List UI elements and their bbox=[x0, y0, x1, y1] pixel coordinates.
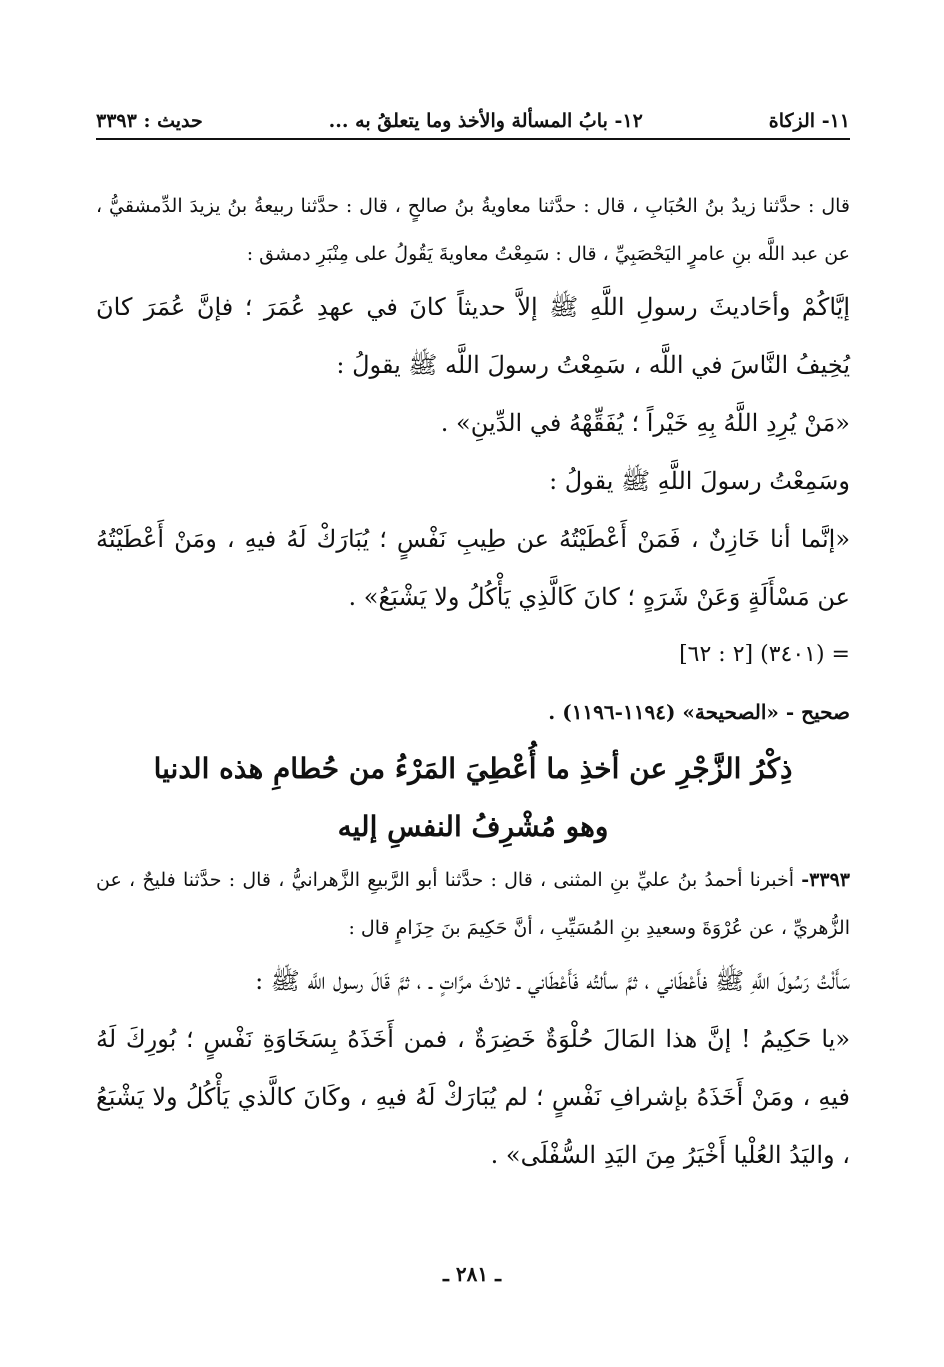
cross-reference: = (٣٤٠١) [٢ : ٦٢] bbox=[679, 642, 850, 667]
matn-paragraph: وسَمِعْتُ رسولَ اللَّهِ ﷺ يقولُ : bbox=[549, 467, 850, 495]
chapter-heading-line-1: ذِكْرُ الزَّجْرِ عن أخذِ ما أُعْطِيَ المَرْءُ من حُطامِ هذه الدنيا bbox=[153, 752, 793, 785]
matn-paragraph: سَأَلْتُ رَسُولَ اللَّهِ ﷺ فأَعْطَاني ، ثمَّ سألتُه فَأَعْطَاني ـ ثلاثَ مرَّاتٍ ـ ، ثمَّ قَالَ رسول اللَّه ﷺ : bbox=[255, 967, 850, 995]
page-body bbox=[96, 182, 850, 1184]
chapter-title: ١٢- بابُ المسألة والأخذ وما يتعلقُ به ... bbox=[328, 110, 643, 132]
prophetic-quote: «إنَّما أنا خَازِنٌ ، فَمَنْ أَعْطَيْتُهُ عن طِيبِ نَفْسٍ ؛ يُبَارَكْ لَهُ فيهِ ، ومَنْ أَعْطَيْتُهُ عن مَسْأَلَةٍ وَعَنْ شَرَهٍ ؛ كانَ كَالَّذِي يَأْكُلُ ولا يَشْبَعُ» . bbox=[96, 525, 851, 611]
page-number: ـ ٢٨١ ـ bbox=[443, 1262, 501, 1286]
hadith-reference: حديث : ٣٣٩٣ bbox=[96, 110, 203, 132]
matn-paragraph: إيَّاكُمْ وأحَاديثَ رسولِ اللَّهِ ﷺ إلاَّ حديثاً كانَ في عهدِ عُمَرَ ؛ فإنَّ عُمَرَ كانَ يُخِيفُ النَّاسَ في اللَّه ، سَمِعْتُ رسولَ اللَّه ﷺ يقولُ : bbox=[96, 293, 850, 379]
hadith-grade: صحيح - «الصحيحة» (١١٩٤-١١٩٦) . bbox=[548, 700, 850, 724]
running-header bbox=[96, 92, 850, 140]
hadith-number: ٣٣٩٣- bbox=[801, 869, 850, 891]
chapter-heading-line-2: وهو مُشْرِفُ النفسِ إليه bbox=[337, 810, 609, 843]
isnad-paragraph: قال : حدَّثنا زيدُ بنُ الحُبَابِ ، قال : حدَّثنا معاويةُ بنُ صالحٍ ، قال : حدَّثنا ربيعةُ بنُ يزيدَ الدِّمشقيُّ ، عن عبد اللَّه بنِ عامرٍ اليَحْصَبِيِّ ، قال : سَمِعْتُ معاويةَ يَقُولُ على مِنْبَرِ دمشق : bbox=[96, 195, 850, 265]
prophetic-quote: «يا حَكِيمُ ! إنَّ هذا المَالَ حُلْوَةٌ خَضِرَةٌ ، فمن أَخَذَهُ بِسَخَاوَةِ نَفْسٍ ؛ بُورِكَ لَهُ فيهِ ، ومَنْ أَخَذَهُ بإشرافِ نَفْسٍ ؛ لم يُبَارَكْ لَهُ فيهِ ، وكَانَ كالَّذي يَأْكُلُ ولا يَشْبَعُ ، واليَدُ العُلْيا أَخْيَرُ مِنَ اليَدِ السُّفْلَى» . bbox=[96, 1025, 850, 1169]
isnad-text: أخبرنا أحمدُ بنُ عليِّ بنِ المثنى ، قال : حدَّثنا أبو الرَّبيعِ الزَّهرانيُّ ، قال : حدَّثنا فليحٌ ، عن الزُّهريِّ ، عن عُرْوَةَ وسعيدِ بنِ المُسَيِّبِ ، أنَّ حَكِيمَ بنَ حِزَامٍ قال : bbox=[96, 869, 850, 939]
isnad-paragraph bbox=[96, 856, 850, 952]
prophetic-quote: «مَنْ يُرِدِ اللَّهُ بِهِ خَيْراً ؛ يُفَقِّهْهُ في الدِّينِ» . bbox=[440, 409, 850, 437]
book-title: ١١- الزكاة bbox=[768, 110, 850, 132]
